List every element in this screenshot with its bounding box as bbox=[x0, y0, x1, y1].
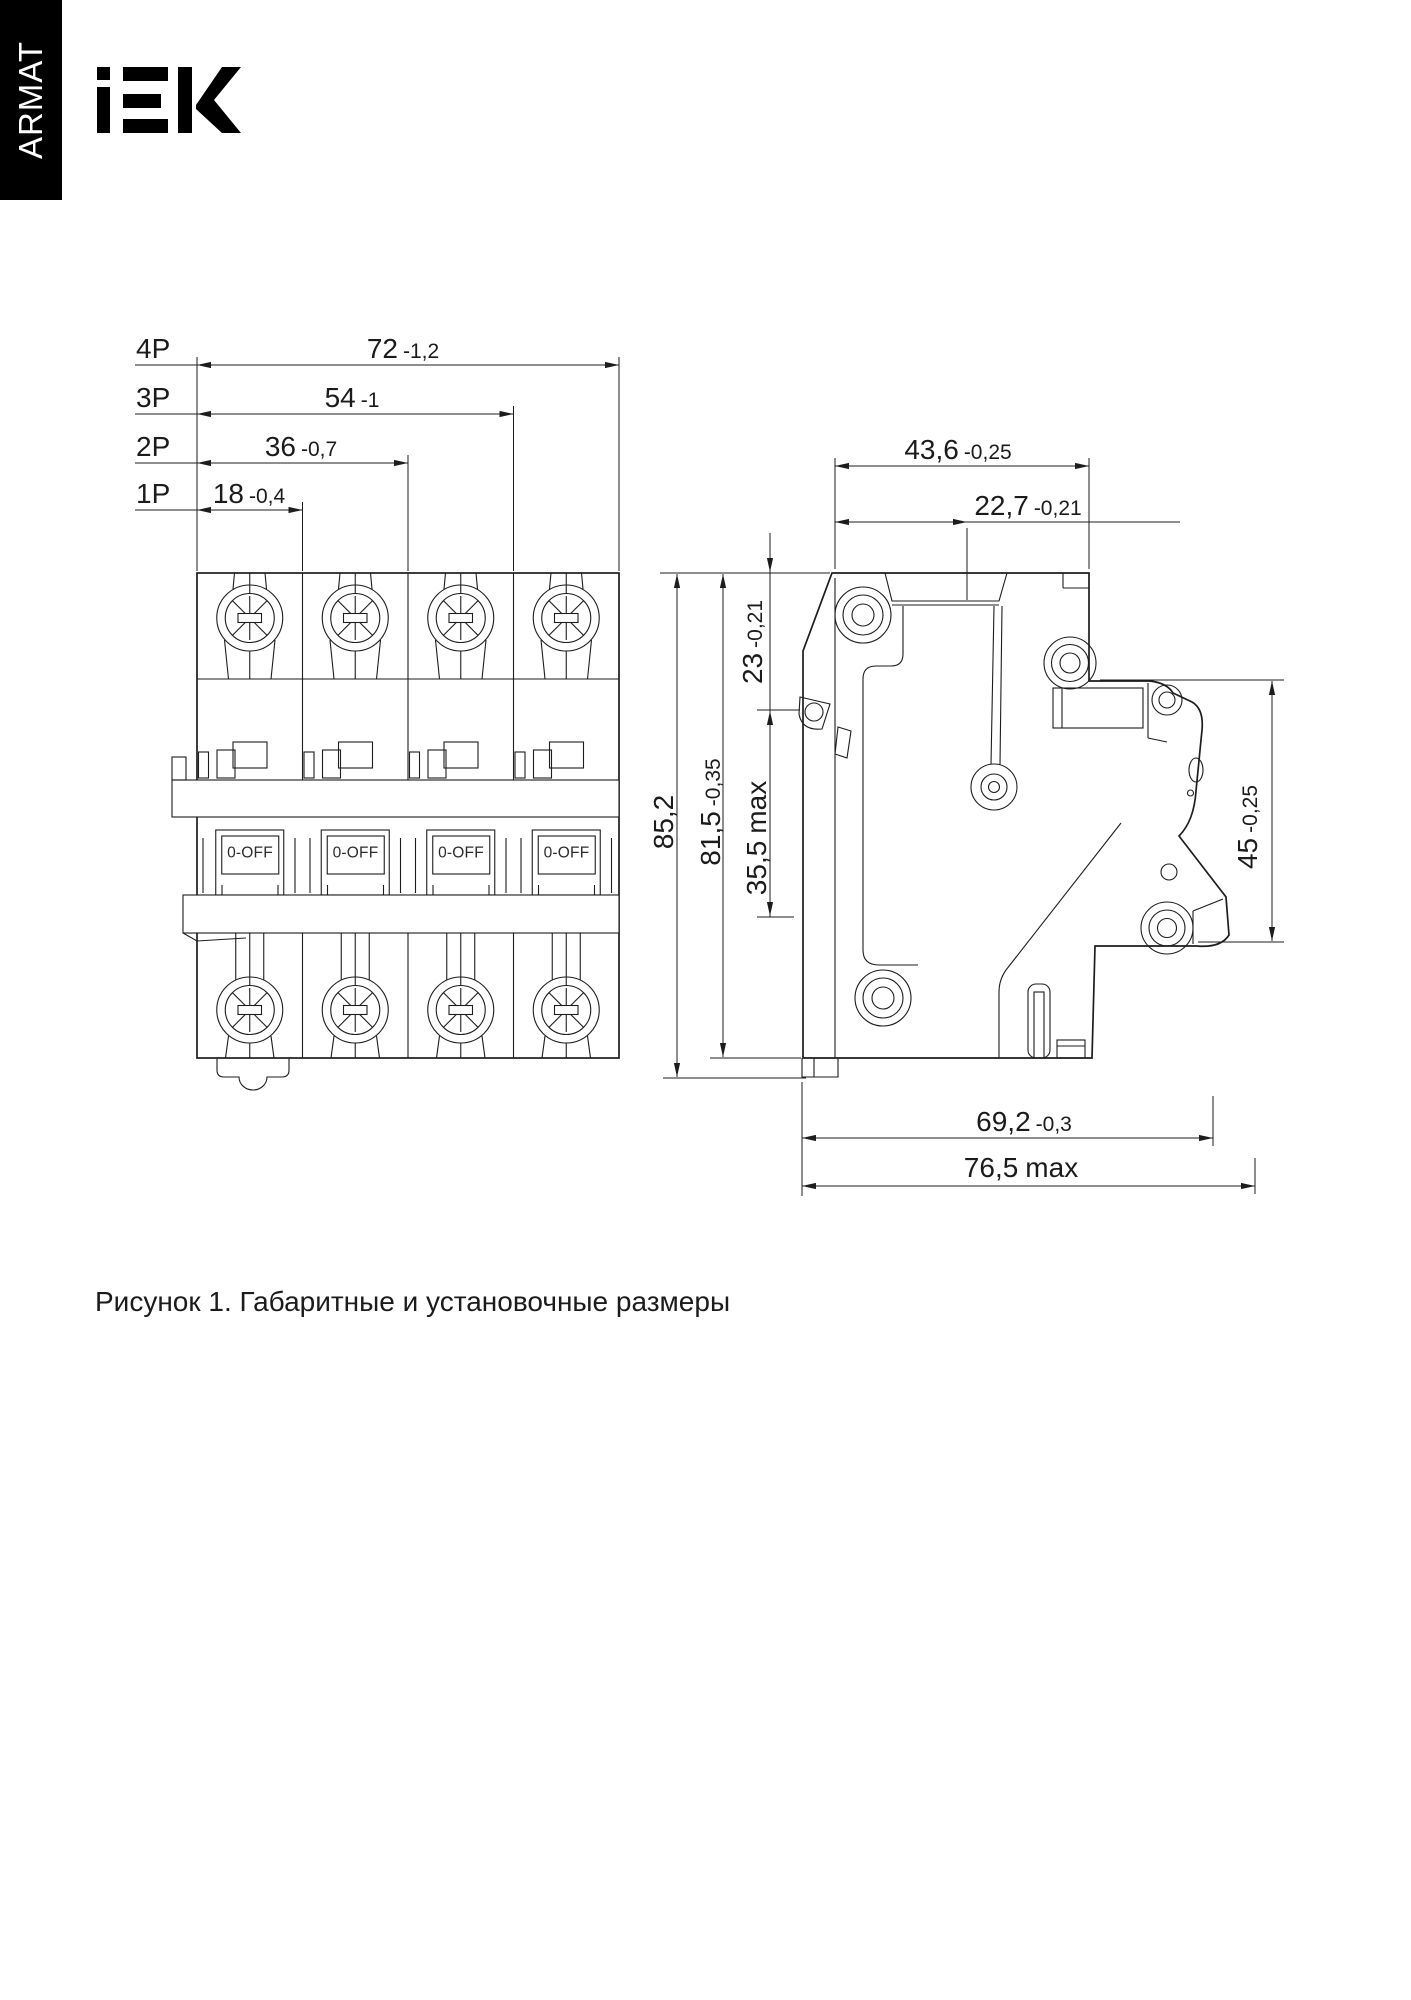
dim-width-3p: 54 -1 bbox=[324, 382, 380, 413]
dim-top-to-din: 23-0,21 bbox=[737, 599, 768, 685]
dim-din-height: 45-0,25 bbox=[1232, 784, 1263, 870]
dim-base-depth-max: 76,5 max bbox=[963, 1152, 1079, 1183]
dim-depth: 43,6 -0,25 bbox=[904, 434, 1012, 465]
figure-caption: Рисунок 1. Габаритные и установочные размеры bbox=[95, 1286, 731, 1317]
dim-din-offset: 22,7 -0,21 bbox=[974, 490, 1082, 521]
brand-series-label: ARMAT bbox=[12, 40, 49, 160]
dim-width-4p: 72 -1,2 bbox=[366, 333, 440, 364]
front-view-drawing bbox=[172, 573, 619, 1090]
dim-body-height: 81,5-0,35 bbox=[695, 758, 726, 866]
handle-off-marking: 0-OFF bbox=[438, 844, 484, 862]
handle-off-marking: 0-OFF bbox=[543, 844, 590, 862]
pole-count-label-4p: 4P bbox=[136, 333, 171, 364]
handle-off-marking: 0-OFF bbox=[227, 844, 273, 862]
pole-count-label-2p: 2P bbox=[136, 431, 171, 462]
dim-front-protrusion: 35,5max bbox=[741, 780, 772, 896]
handle-off-marking: 0-OFF bbox=[332, 844, 379, 862]
pole-count-label-3p: 3P bbox=[136, 382, 171, 413]
dim-total-height: 85,2 bbox=[648, 794, 679, 850]
dim-width-1p: 18 -0,4 bbox=[212, 478, 286, 509]
pole-count-label-1p: 1P bbox=[136, 478, 171, 509]
dim-base-depth: 69,2 -0,3 bbox=[976, 1106, 1072, 1137]
dim-width-2p: 36 -0,7 bbox=[264, 431, 338, 462]
side-view-drawing bbox=[799, 573, 1229, 1077]
